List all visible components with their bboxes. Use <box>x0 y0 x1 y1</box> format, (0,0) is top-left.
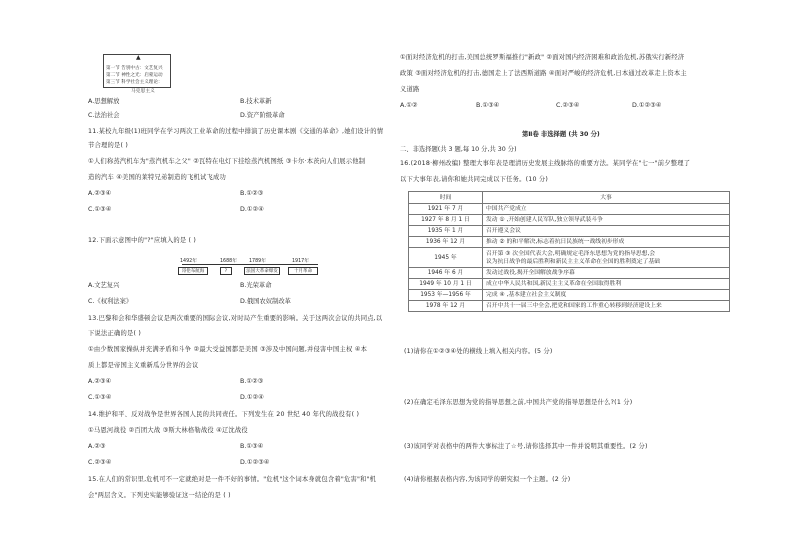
table-cell: 完成 ④ ,基本建立社会主义制度 <box>483 290 730 301</box>
diagram-row: 第三节 科学社会主义理论： <box>106 80 163 85</box>
option: B.①③④ <box>476 102 500 109</box>
timeline-year: 1789年 <box>249 259 267 264</box>
option: B.光荣革命 <box>240 282 272 289</box>
option: D.俄国农奴制改革 <box>240 298 291 305</box>
question-text: 义道路 <box>400 86 420 93</box>
timeline-box: ? <box>220 267 232 275</box>
question-text: 15.在人们的常识里,危机可不一定就绝对是一件不好的事情。"危机"这个词本身就包含着"危害"和"机 <box>88 476 377 483</box>
diagram-row: 第一节 告别中古：文艺复兴 <box>106 66 163 71</box>
question-text: 造的汽车 ④美国的莱特兄弟制造的飞机试飞成功 <box>88 174 226 181</box>
table-cell: 1921 年 7 月 <box>409 204 483 215</box>
option: D.①②③④ <box>240 459 270 466</box>
table-header-row <box>409 192 730 204</box>
option: C.①③④ <box>88 394 112 401</box>
timeline-diagram <box>180 257 320 279</box>
option: A.②③④ <box>88 378 112 385</box>
table-cell: 1953 年—1956 年 <box>409 290 483 301</box>
option: C.①③④ <box>88 206 112 213</box>
table-cell: 召开遵义会议 <box>483 226 730 237</box>
option: D.①②④ <box>240 206 264 213</box>
option: C.《权利法案》 <box>88 298 133 305</box>
question-text: 质上都是帝国主义重新瓜分世界的会议 <box>88 362 199 369</box>
timeline-year: 1917年 <box>292 259 310 264</box>
table-row <box>409 248 730 268</box>
table-cell: 1945 年 <box>409 248 483 268</box>
question-text: 下说法正确的是( ) <box>88 330 141 337</box>
timeline-year: 1492年 <box>180 259 198 264</box>
option: C.②③④ <box>556 102 580 109</box>
table-row <box>409 301 730 312</box>
table-row <box>409 279 730 290</box>
table-row <box>409 204 730 215</box>
option: C.法治社会 <box>88 112 120 119</box>
up-arrow-icon: ▲ <box>136 54 141 61</box>
question-text: ①面对经济危机的打击,美国总统罗斯福推行"新政" ②面对国内经济困难和政治危机,苏俄实行新经济 <box>400 54 685 61</box>
option: B.①③④ <box>240 443 264 450</box>
subquestion: (4)请你根据表格内容,为该同学的研究拟一个主题。(2 分) <box>404 476 571 483</box>
table-cell: 发动过战役,揭开全国解放战争序幕 <box>483 268 730 279</box>
question-text: ①马恩河战役 ②百团大战 ③斯大林格勒战役 ④辽沈战役 <box>88 427 248 434</box>
stair-diagram <box>103 54 171 88</box>
table-cell: 召开中共十一届三中全会,把党和国家的工作重心转移到经济建设上来 <box>483 301 730 312</box>
table-cell: 成立中华人民共和国,新民主主义革命在全国取得胜利 <box>483 279 730 290</box>
table-cell: 1978 年 12 月 <box>409 301 483 312</box>
question-text: 会"两层含义。下列史实能够验证这一结论的是 ( ) <box>88 492 231 499</box>
diagram-row: 第二节 神性之光：启蒙运动 <box>106 73 163 78</box>
option: B.①②③ <box>240 190 264 197</box>
timeline-box: 哥伦布航海 <box>178 267 208 275</box>
table-row <box>409 226 730 237</box>
option: D.①②③④ <box>632 102 662 109</box>
option: C.②③④ <box>88 459 112 466</box>
question-text: ①人们称蒸汽机车为"蒸汽机车之父" ②瓦特在电灯下挂绘蒸汽机图纸 ③卡尔·本茨向人们展示他制 <box>88 158 366 165</box>
table-cell <box>483 248 730 268</box>
option: A.①② <box>400 102 418 109</box>
column-header: 时间 <box>409 192 483 204</box>
timeline-box: 法国大革命爆发 <box>244 267 280 275</box>
cell-line: 议为抗日战争的最后胜利和新民主主义革命在全国的胜利奠定了基础 <box>486 258 660 265</box>
table-row <box>409 237 730 248</box>
option: A.②③④ <box>88 190 112 197</box>
diagram-last-row: 马克思主义 <box>131 89 155 94</box>
table-cell: 推动 ② 的和平解决,标志着抗日民族统一战线初步形成 <box>483 237 730 248</box>
subquestion: (2)在确定毛泽东思想为党的指导思想之前,中国共产党的指导思想是什么?(1 分) <box>404 399 633 406</box>
table-row <box>409 215 730 226</box>
table-cell: 发动 ① ,开始创建人民军队,独立领导武装斗争 <box>483 215 730 226</box>
option: A.文艺复兴 <box>88 282 120 289</box>
question-text: 政策 ③面对经济危机的打击,德国走上了法西斯道路 ④面对严峻的经济危机,日本通过改革走上资本主 <box>400 70 687 77</box>
table-cell: 1946 年 6 月 <box>409 268 483 279</box>
table-cell: 1927 年 8 月 1 日 <box>409 215 483 226</box>
question-text: 16.(2018·柳州改编) 整理大事年表是理清历史发展主线脉络的重要方法。某同学在"七一"前夕整理了 <box>400 160 691 167</box>
timeline-axis <box>182 264 318 265</box>
table-cell: 1935 年 1 月 <box>409 226 483 237</box>
option: D.资产阶级革命 <box>240 112 285 119</box>
question-text: 11.某校九年级(1)班同学在学习两次工业革命的过程中排演了历史课本剧《交通的革命》,她们设计的情 <box>88 128 384 135</box>
question-text: 12.下面示意图中的"?"应填入的是 ( ) <box>88 237 197 244</box>
option: B.技术革新 <box>240 98 272 105</box>
timeline-box: 十月革命 <box>288 267 318 275</box>
question-text: 以下大事年表,请你和她共同完成以下任务。(10 分) <box>400 176 549 183</box>
section-heading: 二、非选择题(共 3 题,每 10 分,共 30 分) <box>400 146 517 153</box>
table-cell: 1936 年 12 月 <box>409 237 483 248</box>
part-title: 第Ⅱ卷 非选择题 (共 30 分) <box>522 131 600 138</box>
option: D.①②④ <box>240 394 264 401</box>
column-header: 大事 <box>483 192 730 204</box>
question-text: 节合理的是( ) <box>88 142 128 149</box>
subquestion: (1)请你在①②③④处的横线上填入相关内容。(5 分) <box>404 348 553 355</box>
events-table <box>408 191 730 312</box>
timeline-year: 1688年 <box>220 259 238 264</box>
subquestion: (3)该同学对表格中的两件大事标注了☆号,请你选择其中一件并说明其重要性。(2 分) <box>404 443 648 450</box>
question-text: 14.维护和平、反对战争是世界各国人民的共同责任。下列发生在 20 世纪 40 年代的战役有( ) <box>88 411 360 418</box>
table-cell: 中国共产党成立 <box>483 204 730 215</box>
option: A.思想解放 <box>88 98 120 105</box>
cell-line: 召开第 ③ 次全国代表大会,明确规定毛泽东思想为党的指导思想,会 <box>486 250 656 257</box>
option: A.②③ <box>88 443 106 450</box>
table-cell: 1949 年 10 月 1 日 <box>409 279 483 290</box>
table-row <box>409 290 730 301</box>
table-row <box>409 268 730 279</box>
question-text: 13.巴黎和会和华盛顿会议是两次重要的国际会议,对时局产生重要的影响。关于这两次会议的共同点,以 <box>88 315 383 322</box>
option: B.①②③ <box>240 378 264 385</box>
question-text: ①由少数国家操纵并充满矛盾和斗争 ②最大受益国都是美国 ③涉及中国问题,并侵害中国主权 ④本 <box>88 346 368 353</box>
